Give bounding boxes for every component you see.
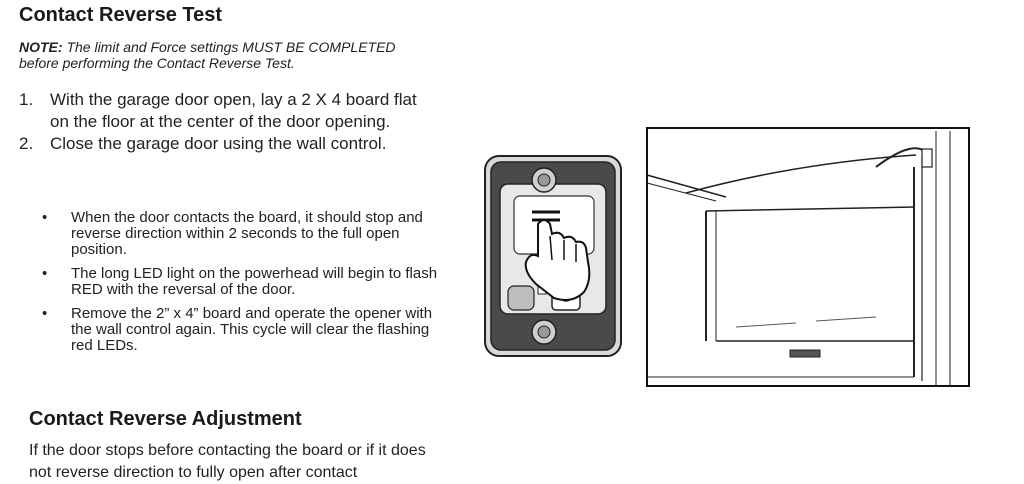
steps-list: [19, 89, 439, 155]
section-title: Contact Reverse Test: [19, 4, 223, 26]
bullet-symbol: •: [42, 305, 48, 322]
note: [19, 39, 439, 71]
bullet-item: [40, 306, 440, 354]
note-text: The limit and Force settings MUST BE COMPLETED before performing the Contact Reverse Test.: [19, 39, 396, 71]
step-2: [19, 133, 439, 155]
step-1: [19, 89, 439, 133]
step-number: 2.: [19, 134, 34, 153]
bullet-text: Remove the 2” x 4” board and operate the opener with the wall control again. This cycle will clear the flashing red LEDs.: [71, 305, 433, 354]
bullet-item: [40, 266, 440, 298]
bullet-item: [40, 210, 440, 258]
bullet-text: The long LED light on the powerhead will begin to flash RED with the reversal of the door.: [71, 265, 438, 298]
wall-control-illustration: [480, 152, 626, 360]
step-text: With the garage door open, lay a 2 X 4 board flat on the floor at the center of the door opening.: [50, 90, 417, 131]
garage-illustration: [646, 127, 970, 387]
adjustment-text: If the door stops before contacting the board or if it does not reverse direction to fully open after contact: [29, 442, 426, 481]
bullet-symbol: •: [42, 209, 48, 226]
step-text: Close the garage door using the wall control.: [50, 134, 387, 153]
adjustment-title: Contact Reverse Adjustment: [29, 408, 302, 430]
bullet-symbol: •: [42, 265, 48, 282]
step-number: 1.: [19, 90, 34, 109]
bullet-list: [40, 210, 440, 362]
bullet-text: When the door contacts the board, it should stop and reverse direction within 2 seconds to the full open position.: [71, 209, 423, 258]
note-label: NOTE:: [19, 39, 63, 55]
